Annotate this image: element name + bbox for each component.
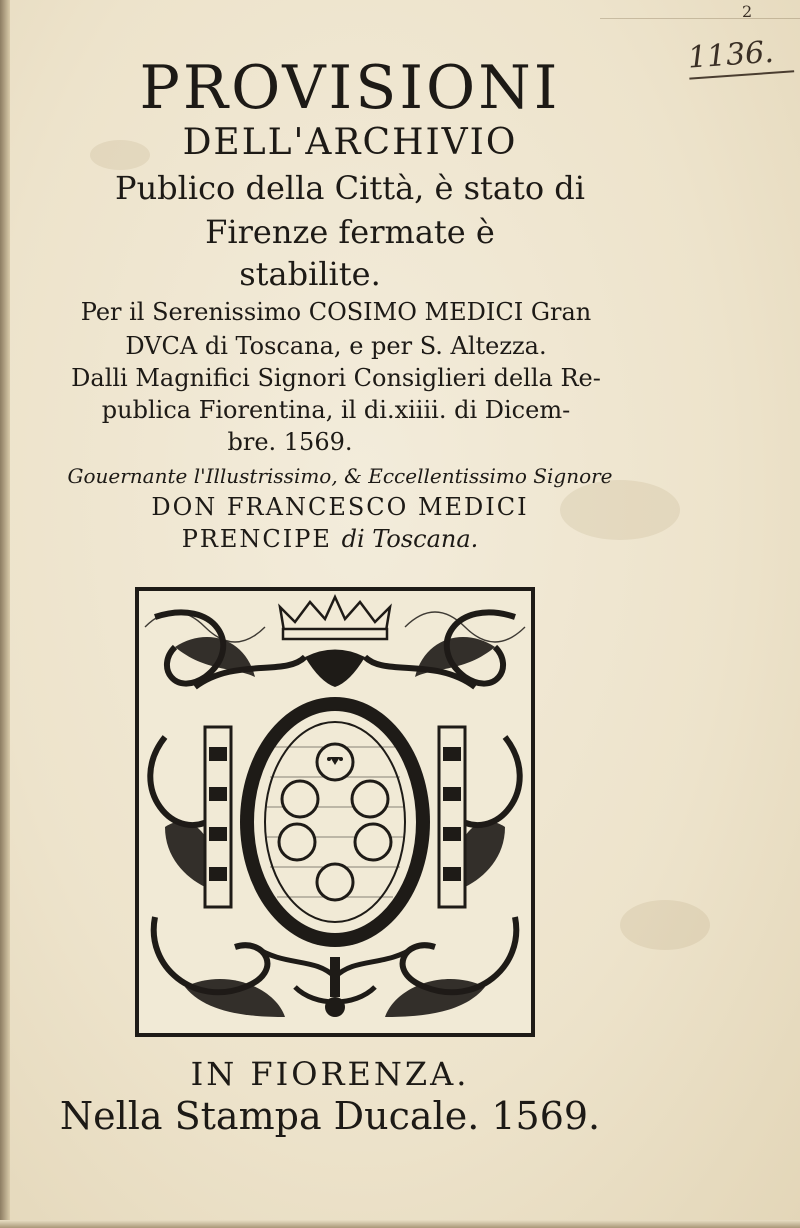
page-left-edge (0, 0, 10, 1228)
page-bottom-edge (0, 1220, 800, 1228)
corner-mark: 2 (742, 2, 753, 21)
title-line-5: stabilite. (239, 255, 381, 293)
title-line-2: DELL'ARCHIVIO (182, 122, 518, 163)
page-fold (600, 0, 800, 19)
title-line-1: PROVISIONI (139, 54, 561, 122)
handwritten-shelfmark: 1136. (687, 34, 794, 79)
body-line-4: publica Fiorentina, il di.xiiii. di Dicem- (101, 396, 571, 424)
body-line-2: DVCA di Toscana, e per S. Altezza. (125, 332, 547, 360)
body-line-5: bre. 1569. (227, 428, 353, 456)
imprint-printer: Nella Stampa Ducale. 1569. (59, 1094, 601, 1138)
title-line-4: Firenze fermate è (205, 213, 495, 251)
di-toscana-text: di Toscana. (341, 525, 479, 553)
body-line-7: DON FRANCESCO MEDICI (151, 493, 529, 521)
imprint-place: IN FIORENZA. (190, 1055, 470, 1093)
medici-coat-of-arms-icon (135, 587, 535, 1037)
prencipe-text: PRENCIPE (181, 525, 342, 553)
title-line-3: Publico della Città, è stato di (115, 169, 585, 207)
body-line-1: Per il Serenissimo COSIMO MEDICI Gran (80, 298, 592, 326)
paper-stain (620, 900, 710, 950)
body-line-8 (40, 522, 620, 556)
body-line-6: Gouernante l'Illustrissimo, & Eccellentissimo Signore (67, 464, 613, 488)
body-line-3: Dalli Magnifici Signori Consiglieri della Re- (71, 364, 601, 392)
